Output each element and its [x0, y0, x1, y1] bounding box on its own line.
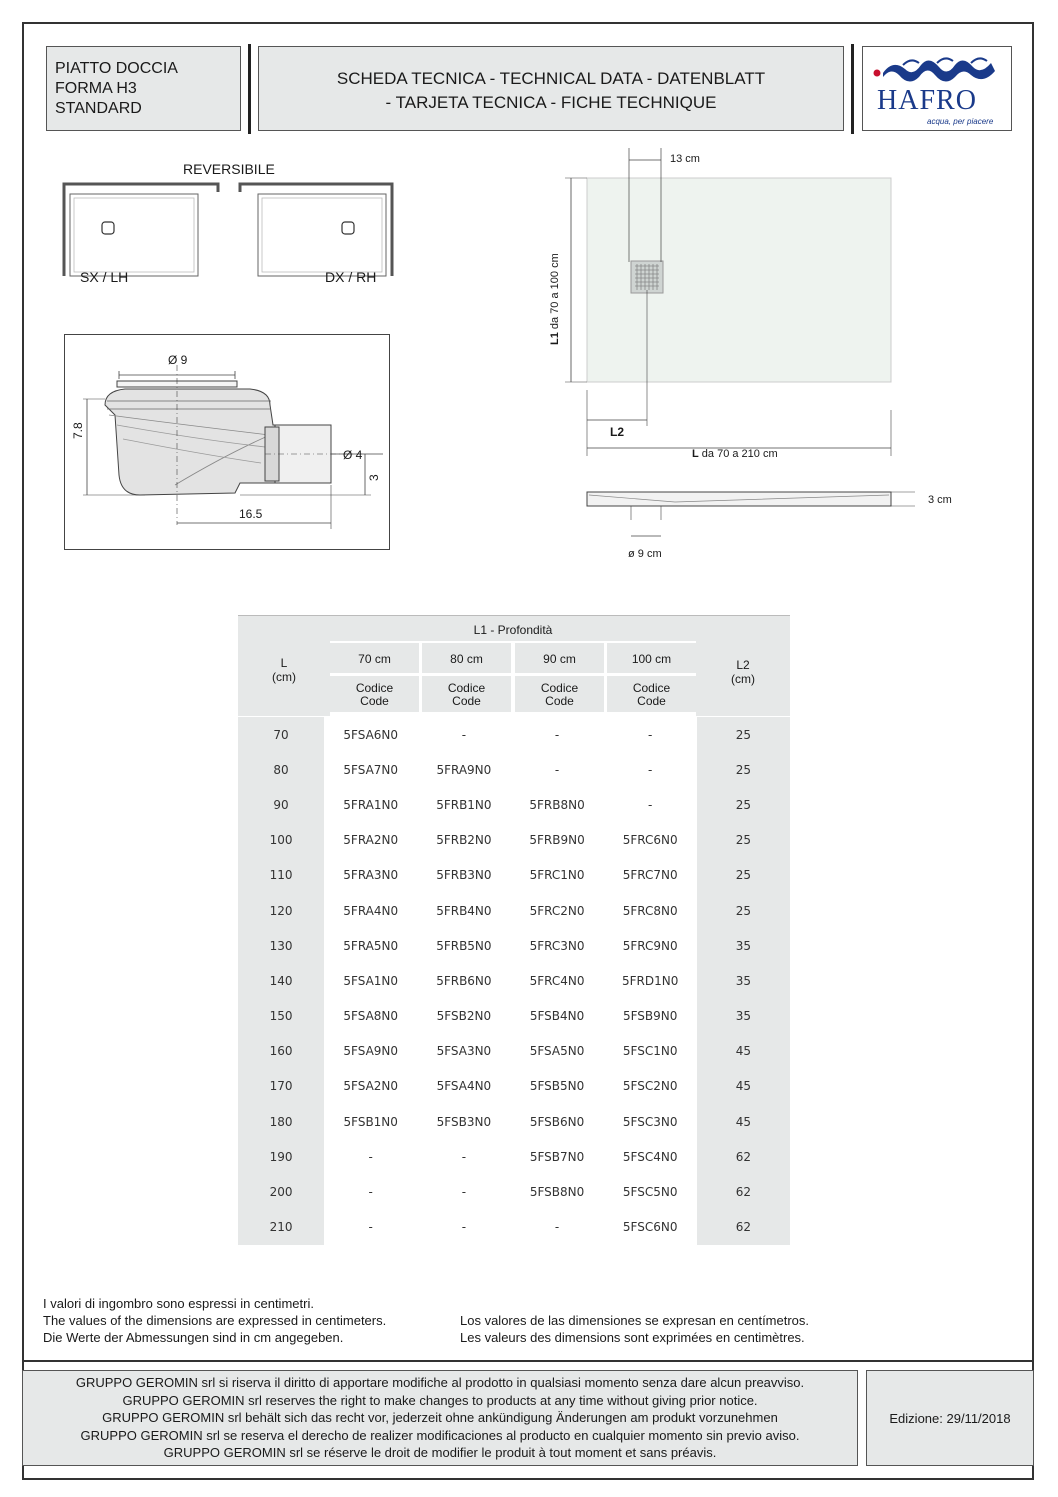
product-code-cell: - — [417, 1210, 510, 1245]
l2-cell: 62 — [697, 1174, 790, 1209]
depth-header: 80 cm — [450, 652, 483, 666]
product-code-cell: 5FSB2N0 — [417, 999, 510, 1034]
l2-cell: 25 — [697, 893, 790, 928]
drain-outlet-diameter: Ø 4 — [343, 448, 363, 462]
drain-offset-label: 13 cm — [670, 153, 700, 165]
product-code-cell: 5FSA2N0 — [324, 1069, 417, 1104]
code-table — [238, 615, 790, 1245]
note-italian: I valori di ingombro sono espressi in centimetri. — [43, 1296, 314, 1311]
product-code-cell: 5FSC6N0 — [604, 1210, 697, 1245]
table-row — [238, 1174, 790, 1209]
product-code-cell: 5FRB9N0 — [510, 823, 603, 858]
note-german: Die Werte der Abmessungen sind in cm angegeben. — [43, 1330, 344, 1345]
product-code-cell: 5FRB2N0 — [417, 823, 510, 858]
product-code-cell: 5FRA4N0 — [324, 893, 417, 928]
product-code-cell: 5FRA1N0 — [324, 787, 417, 822]
l2-cell: 35 — [697, 928, 790, 963]
l2-cell: 35 — [697, 999, 790, 1034]
l2-cell: 25 — [697, 823, 790, 858]
table-row — [238, 963, 790, 998]
depth-header-cell — [422, 643, 511, 673]
product-code-cell: - — [510, 717, 603, 752]
l2-column-unit: (cm) — [731, 672, 755, 686]
document-title-box — [258, 46, 844, 131]
product-code-cell: 5FSB1N0 — [324, 1104, 417, 1139]
product-code-cell: - — [417, 1174, 510, 1209]
table-row — [238, 1210, 790, 1245]
code-header-cell — [422, 676, 511, 712]
product-code-cell: 5FSA5N0 — [510, 1034, 603, 1069]
product-code-cell: 5FRB3N0 — [417, 858, 510, 893]
thickness-label: 3 cm — [928, 494, 952, 506]
product-code-cell: 5FSB6N0 — [510, 1104, 603, 1139]
drain-outlet-height: 3 — [367, 474, 381, 481]
product-code-cell: 5FSB8N0 — [510, 1174, 603, 1209]
length-cell: 160 — [238, 1034, 324, 1069]
code-header-cell — [330, 676, 419, 712]
product-code-cell: 5FSA6N0 — [324, 717, 417, 752]
l2-cell: 25 — [697, 858, 790, 893]
header-separator — [248, 44, 251, 134]
product-line-3: STANDARD — [55, 100, 142, 117]
document-title-line-2: - TARJETA TECNICA - FICHE TECHNIQUE — [385, 93, 717, 112]
table-row — [238, 999, 790, 1034]
drain-diameter-top: Ø 9 — [168, 353, 188, 367]
drain-height: 7.8 — [71, 422, 85, 439]
product-code-cell: 5FRB4N0 — [417, 893, 510, 928]
depth-header: 70 cm — [358, 652, 391, 666]
length-cell: 180 — [238, 1104, 324, 1139]
product-code-cell: - — [604, 752, 697, 787]
l-range-label — [692, 448, 778, 460]
edition-date: Edizione: 29/11/2018 — [889, 1411, 1011, 1426]
length-cell: 130 — [238, 928, 324, 963]
code-header-line-2: Code — [637, 694, 666, 708]
length-cell: 170 — [238, 1069, 324, 1104]
l2-cell: 45 — [697, 1034, 790, 1069]
disclaimer-spanish: GRUPPO GEROMIN srl se reserva el derecho de realizer modificaciones al producto en cualquier momento sin previo aviso. — [80, 1427, 800, 1443]
header-separator — [851, 44, 854, 134]
l-symbol: L — [692, 448, 699, 460]
depth-header-cell — [515, 643, 604, 673]
note-french: Les valeurs des dimensions sont exprimées en centimètres. — [460, 1330, 805, 1345]
drain-hole-diameter: ø 9 cm — [628, 548, 662, 560]
table-row — [238, 1034, 790, 1069]
product-code-cell: 5FSC5N0 — [604, 1174, 697, 1209]
product-code-cell: - — [417, 1139, 510, 1174]
code-header-line-1: Codice — [540, 681, 579, 695]
code-header-line-1: Codice — [355, 681, 394, 695]
l-range: da 70 a 210 cm — [698, 448, 778, 460]
product-code-cell: 5FSB4N0 — [510, 999, 603, 1034]
hafro-logo — [862, 46, 1012, 131]
table-row — [238, 928, 790, 963]
product-code-cell: 5FRA3N0 — [324, 858, 417, 893]
length-cell: 200 — [238, 1174, 324, 1209]
product-code-cell: 5FRA5N0 — [324, 928, 417, 963]
edition-box — [866, 1370, 1034, 1466]
disclaimer-french: GRUPPO GEROMIN srl se réserve le droit de modifier le produit à tout moment et sans préavis. — [163, 1445, 717, 1460]
product-code-cell: 5FSA8N0 — [324, 999, 417, 1034]
product-code-cell: - — [324, 1174, 417, 1209]
length-cell: 70 — [238, 717, 324, 752]
product-code-cell: 5FRC7N0 — [604, 858, 697, 893]
product-code-cell: - — [417, 717, 510, 752]
length-cell: 140 — [238, 963, 324, 998]
logo-wordmark: HAFRO — [877, 85, 977, 116]
l2-cell: 25 — [697, 752, 790, 787]
length-cell: 120 — [238, 893, 324, 928]
footer-divider — [22, 1360, 1034, 1362]
length-cell: 190 — [238, 1139, 324, 1174]
product-code-cell: 5FSB9N0 — [604, 999, 697, 1034]
table-row — [238, 858, 790, 893]
product-name-box — [46, 46, 241, 131]
note-english: The values of the dimensions are expressed in centimeters. — [43, 1313, 387, 1328]
drain-length: 16.5 — [239, 507, 263, 521]
product-code-cell: 5FRD1N0 — [604, 963, 697, 998]
product-code-cell: 5FSA3N0 — [417, 1034, 510, 1069]
product-code-cell: 5FSC3N0 — [604, 1104, 697, 1139]
l2-label: L2 — [610, 425, 625, 439]
product-code-cell: - — [324, 1210, 417, 1245]
product-code-cell: - — [324, 1139, 417, 1174]
product-code-cell: 5FSB3N0 — [417, 1104, 510, 1139]
product-code-cell: 5FRB6N0 — [417, 963, 510, 998]
length-cell: 90 — [238, 787, 324, 822]
l2-cell: 62 — [697, 1139, 790, 1174]
depth-group-header: L1 - Profondità — [473, 623, 553, 637]
table-row — [238, 787, 790, 822]
table-row — [238, 823, 790, 858]
product-code-cell: 5FRA2N0 — [324, 823, 417, 858]
product-code-cell: 5FRC1N0 — [510, 858, 603, 893]
depth-header: 100 cm — [631, 652, 672, 666]
table-row — [238, 752, 790, 787]
disclaimer-english: GRUPPO GEROMIN srl reserves the right to make changes to products at any time without giving prior notice. — [122, 1392, 758, 1408]
product-code-cell: 5FSA7N0 — [324, 752, 417, 787]
l1-range: da 70 a 100 cm — [549, 253, 561, 333]
l-column-unit: (cm) — [272, 670, 296, 684]
product-code-cell: 5FRB1N0 — [417, 787, 510, 822]
l-header-cell — [238, 615, 330, 716]
l2-cell: 45 — [697, 1104, 790, 1139]
product-line-2: FORMA H3 — [55, 80, 137, 97]
depth-header-cell — [330, 643, 419, 673]
product-code-cell: 5FRC6N0 — [604, 823, 697, 858]
disclaimer-box — [22, 1370, 858, 1466]
product-code-cell: 5FSC2N0 — [604, 1069, 697, 1104]
note-spanish: Los valores de las dimensiones se expresan en centímetros. — [460, 1313, 810, 1328]
code-header-line-2: Code — [452, 694, 481, 708]
table-row — [238, 1104, 790, 1139]
table-row — [238, 717, 790, 752]
l1-symbol: L1 — [549, 332, 561, 345]
product-code-cell: 5FSA9N0 — [324, 1034, 417, 1069]
length-cell: 80 — [238, 752, 324, 787]
l2-cell: 35 — [697, 963, 790, 998]
table-row — [238, 893, 790, 928]
code-header-line-2: Code — [360, 694, 389, 708]
disclaimer-german: GRUPPO GEROMIN srl behält sich das recht vor, jederzeit ohne ankündigung Änderungen am produkt vorzunehmen — [102, 1410, 778, 1425]
table-row — [238, 1139, 790, 1174]
notes-left — [43, 1295, 386, 1346]
product-code-cell: - — [510, 1210, 603, 1245]
product-code-cell: 5FRC3N0 — [510, 928, 603, 963]
code-header-cell — [515, 676, 604, 712]
product-code-cell: 5FSA4N0 — [417, 1069, 510, 1104]
product-code-cell: 5FSB5N0 — [510, 1069, 603, 1104]
product-code-cell: 5FRC2N0 — [510, 893, 603, 928]
l1-range-label — [549, 253, 561, 345]
logo-tagline: acqua, per piacere — [927, 117, 994, 126]
table-row — [238, 1069, 790, 1104]
l-column-header: L — [280, 656, 288, 670]
depth-group-header-cell — [330, 615, 696, 641]
product-code-cell: 5FRB5N0 — [417, 928, 510, 963]
length-cell: 100 — [238, 823, 324, 858]
product-code-cell: 5FRC9N0 — [604, 928, 697, 963]
depth-header: 90 cm — [543, 652, 576, 666]
product-code-cell: 5FRC8N0 — [604, 893, 697, 928]
product-code-cell: 5FRA9N0 — [417, 752, 510, 787]
l2-cell: 25 — [697, 787, 790, 822]
product-code-cell: - — [510, 752, 603, 787]
left-hand-label: SX / LH — [80, 269, 129, 285]
product-code-cell: 5FRC4N0 — [510, 963, 603, 998]
reversible-diagram — [60, 180, 400, 280]
code-header-line-1: Codice — [632, 681, 671, 695]
l2-cell: 62 — [697, 1210, 790, 1245]
product-code-cell: 5FSC1N0 — [604, 1034, 697, 1069]
document-title-line-1: SCHEDA TECNICA - TECHNICAL DATA - DATENBLATT — [336, 69, 766, 88]
length-cell: 110 — [238, 858, 324, 893]
l2-header-cell — [696, 615, 790, 716]
product-code-cell: - — [604, 717, 697, 752]
product-code-cell: 5FSB7N0 — [510, 1139, 603, 1174]
length-cell: 210 — [238, 1210, 324, 1245]
right-hand-label: DX / RH — [325, 269, 377, 285]
product-code-cell: - — [604, 787, 697, 822]
l2-cell: 25 — [697, 717, 790, 752]
tray-plan-drawing — [555, 140, 915, 570]
l2-cell: 45 — [697, 1069, 790, 1104]
product-code-cell: 5FSC4N0 — [604, 1139, 697, 1174]
drain-diagram-box — [64, 334, 390, 550]
l2-column-header: L2 — [736, 658, 750, 672]
product-line-1: PIATTO DOCCIA — [55, 60, 178, 77]
code-header-line-1: Codice — [447, 681, 486, 695]
reversible-title: REVERSIBILE — [183, 161, 275, 177]
product-code-cell: 5FSA1N0 — [324, 963, 417, 998]
code-table-body — [238, 717, 790, 1245]
depth-header-cell — [607, 643, 696, 673]
code-header-line-2: Code — [545, 694, 574, 708]
notes-right — [460, 1312, 809, 1346]
disclaimer-italian: GRUPPO GEROMIN srl si riserva il diritto di apportare modifiche al prodotto in qualsiasi momento senza dare alcun preavviso. — [75, 1375, 805, 1390]
length-cell: 150 — [238, 999, 324, 1034]
product-code-cell: 5FRB8N0 — [510, 787, 603, 822]
drain-drawing — [65, 335, 391, 551]
code-header-cell — [607, 676, 696, 712]
